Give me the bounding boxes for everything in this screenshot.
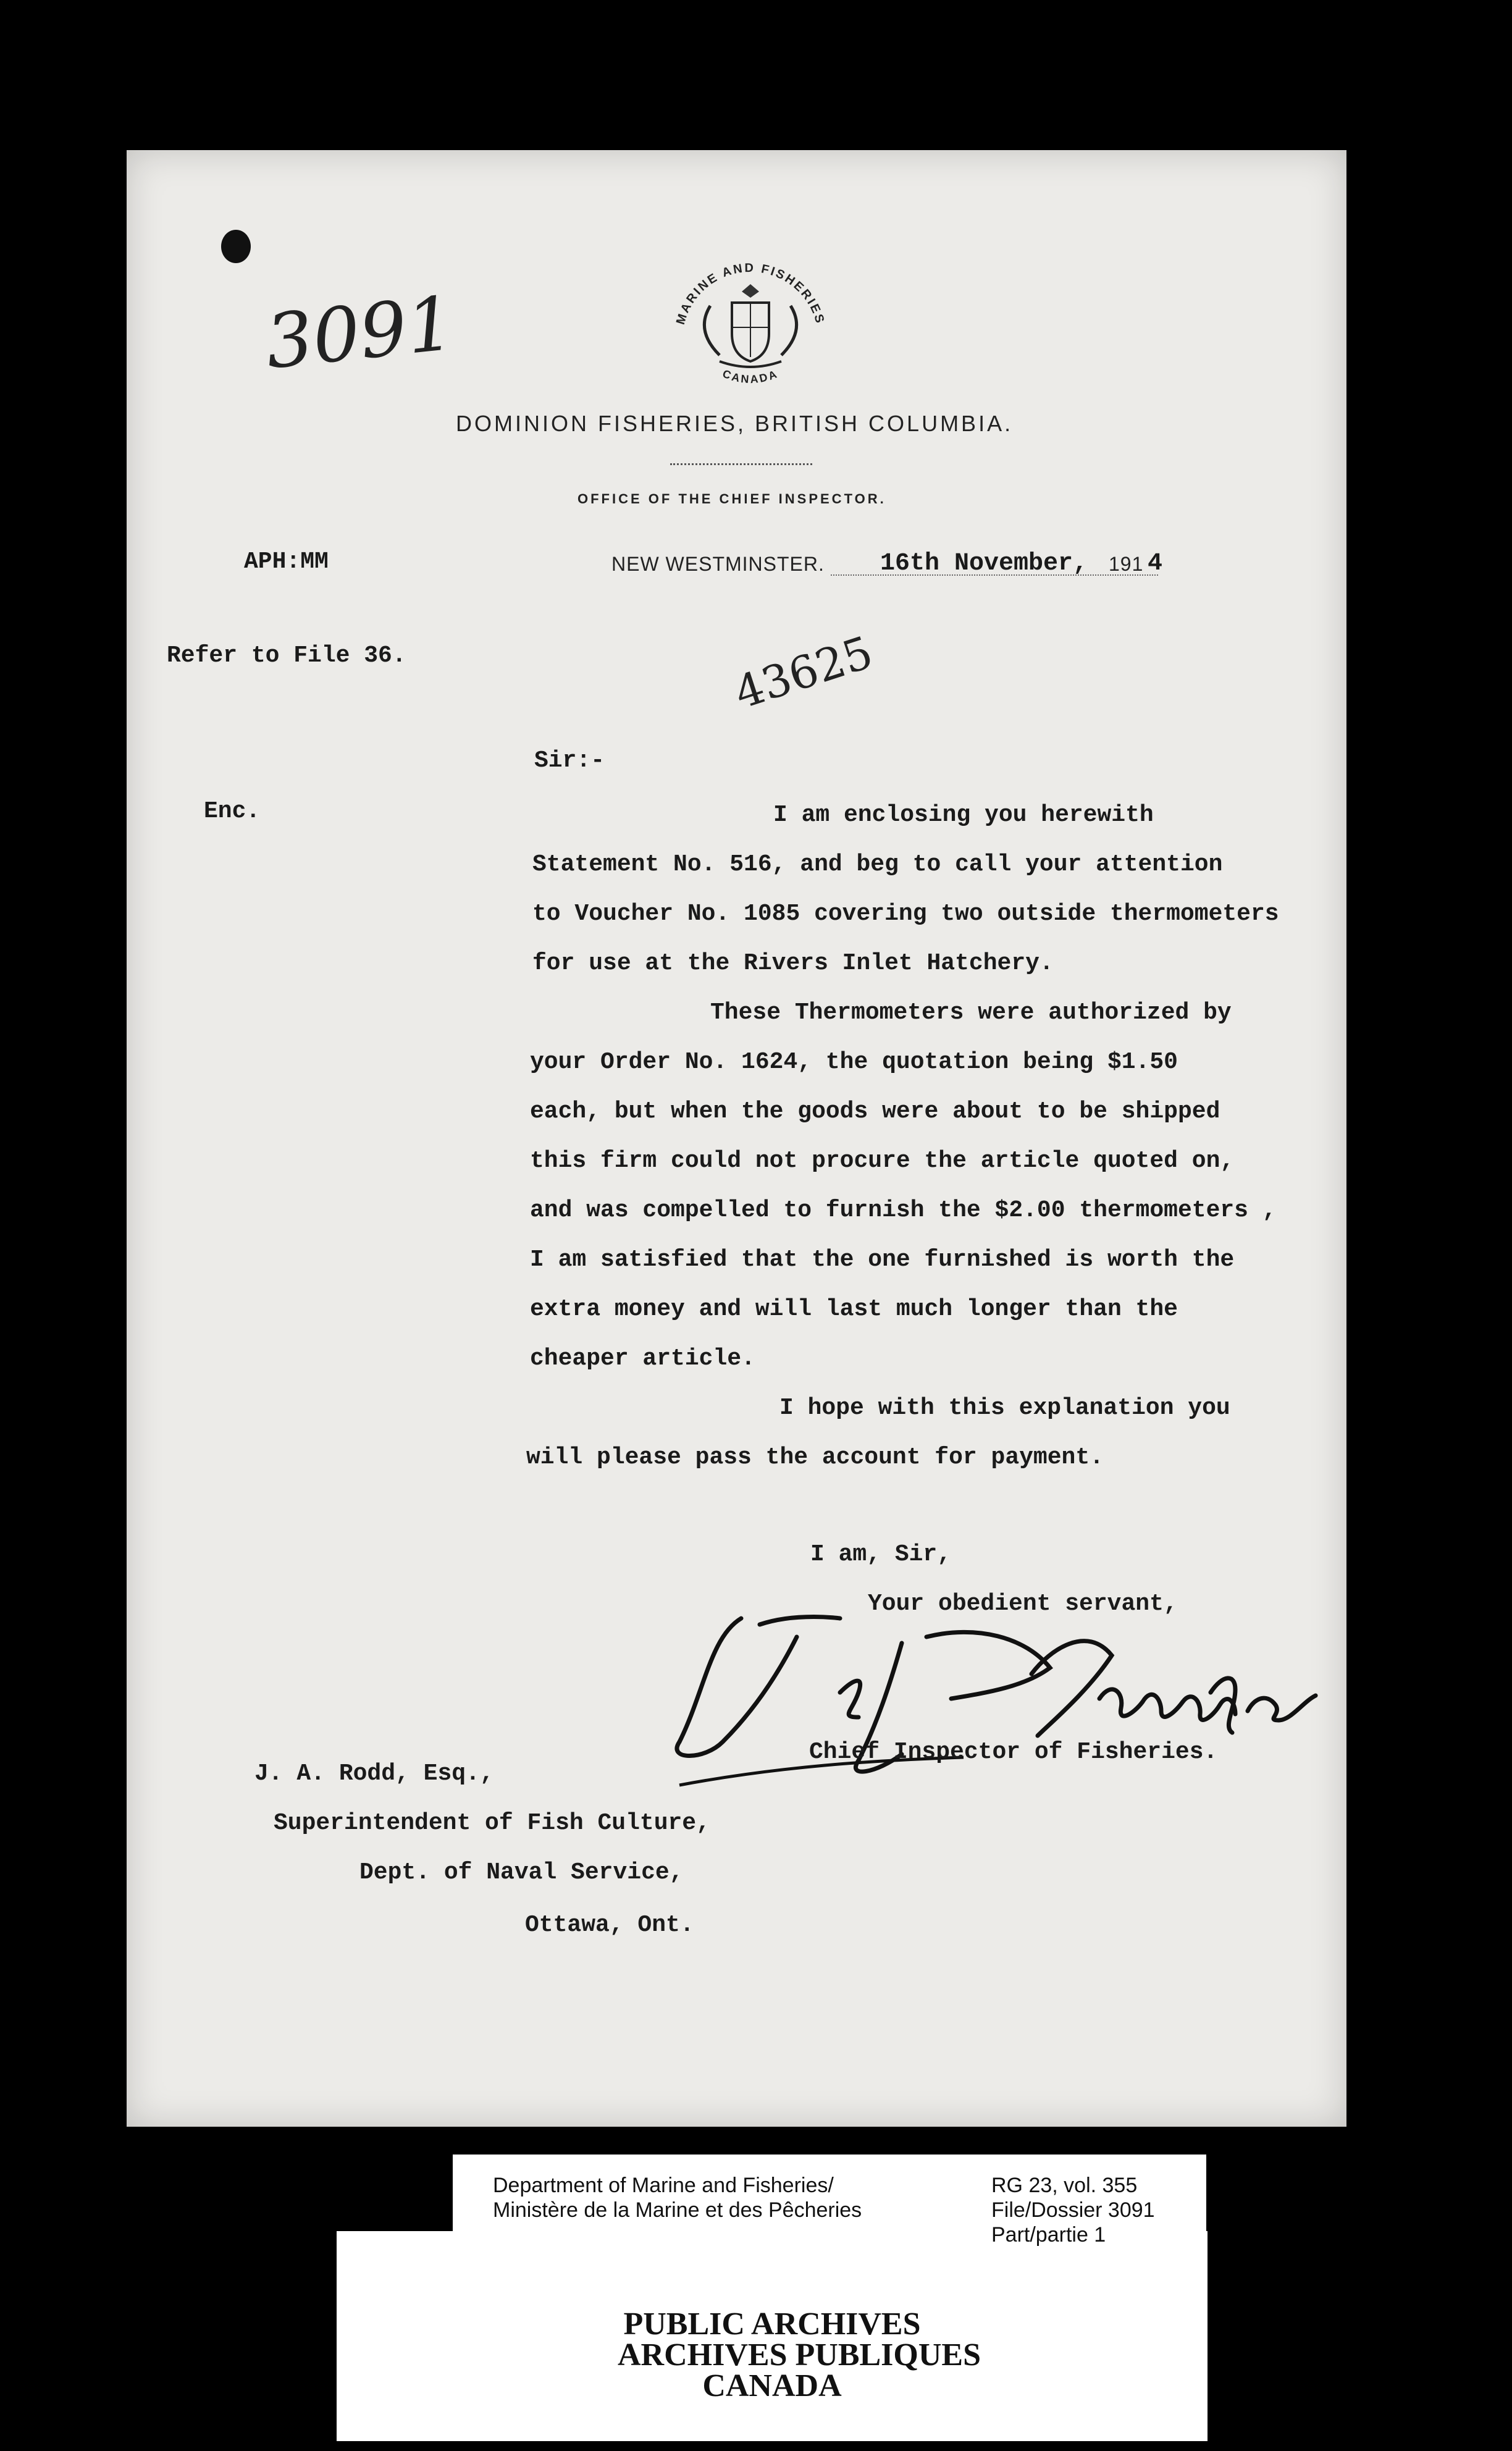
office-subheading: OFFICE OF THE CHIEF INSPECTOR. [578,491,886,507]
enclosure-note: Enc. [204,798,261,825]
addressee-line: Ottawa, Ont. [525,1912,694,1938]
body-line: each, but when the goods were about to be shipped [530,1098,1220,1125]
body-line: cheaper article. [530,1345,755,1372]
archive-department-en: Department of Marine and Fisheries/ [493,2174,834,2197]
body-line: this firm could not procure the article quoted on, [530,1148,1235,1174]
initials: APH:MM [244,549,329,575]
handwritten-registry-number: 43625 [728,626,879,719]
body-line: to Voucher No. 1085 covering two outside thermometers [532,901,1279,927]
crest-text-top: MARINE AND FISHERIES [673,261,828,327]
refer-to-file: Refer to File 36. [167,642,406,669]
addressee-line: Superintendent of Fish Culture, [274,1810,710,1836]
salutation: Sir:- [534,747,605,774]
body-line: extra money and will last much longer than the [530,1296,1178,1322]
body-line: These Thermometers were authorized by [710,999,1232,1026]
archive-part: Part/partie 1 [991,2223,1106,2247]
handwritten-file-number: 3091 [261,280,458,386]
archive-file: File/Dossier 3091 [991,2198,1155,2222]
body-line: will please pass the account for payment. [526,1444,1104,1471]
addressee-line: Dept. of Naval Service, [359,1859,684,1886]
body-line: Statement No. 516, and beg to call your attention [532,851,1223,878]
crest-text-bottom: CANADA [721,367,780,386]
body-line: your Order No. 1624, the quotation being $1.50 [530,1049,1178,1075]
signatory-title: Chief Inspector of Fisheries. [809,1739,1218,1765]
letter-date: 16th November, [880,550,1088,578]
organization-heading: DOMINION FISHERIES, BRITISH COLUMBIA. [456,411,1014,436]
place-name: NEW WESTMINSTER. [611,553,825,575]
body-line: I hope with this explanation you [779,1395,1230,1421]
body-line: I am satisfied that the one furnished is worth the [530,1247,1235,1273]
archive-rg: RG 23, vol. 355 [991,2174,1138,2197]
body-line: for use at the Rivers Inlet Hatchery. [532,950,1054,977]
closing-line: I am, Sir, [810,1541,952,1568]
body-line: and was compelled to furnish the $2.00 thermometers , [530,1197,1277,1224]
closing-line: Your obedient servant, [868,1591,1178,1617]
signature [655,1600,1334,1804]
decorative-rule [670,463,812,465]
svg-text:CANADA [721,368,780,386]
crest-emblem [658,247,843,401]
archive-department-fr: Ministère de la Marine et des Pêcheries [493,2198,862,2222]
year-suffix: 4 [1148,550,1163,578]
ink-blot [221,230,251,263]
year-prefix: 191 [1109,553,1144,575]
archive-stamp-line: CANADA [702,2368,842,2403]
archive-stamp-line: PUBLIC ARCHIVES [623,2306,921,2342]
archive-stamp-line: ARCHIVES PUBLIQUES [618,2337,981,2373]
addressee-line: J. A. Rodd, Esq., [254,1760,494,1787]
body-line: I am enclosing you herewith [773,802,1154,828]
